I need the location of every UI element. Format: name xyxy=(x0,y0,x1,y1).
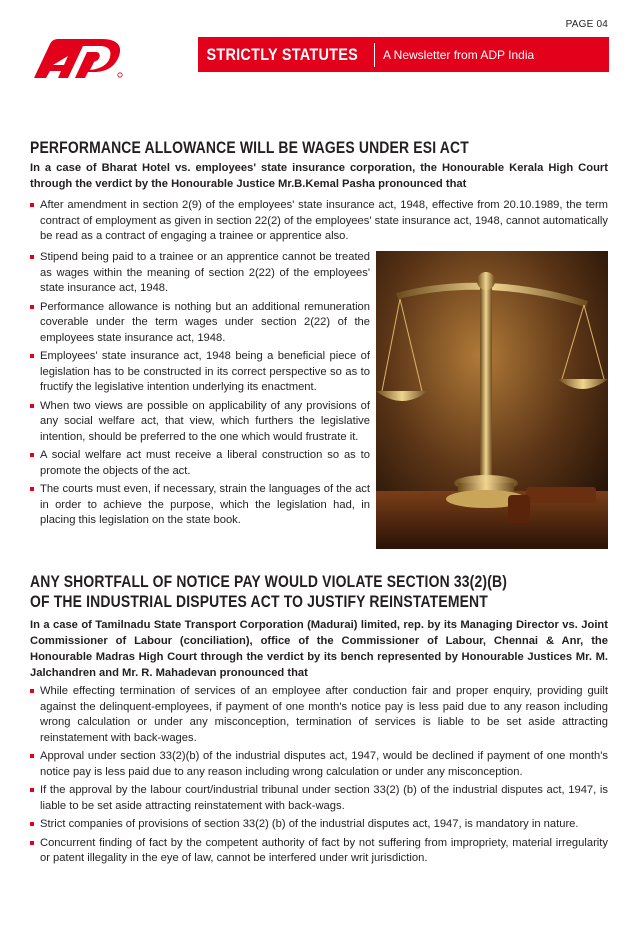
article2-lead: In a case of Tamilnadu State Transport Corporation (Madurai) limited, rep. by its Managing Director vs. Joint Commissioner of Labour (conciliation), office of the Commissioner of Labour, Chennai & Anr, the Honourable Madras High Court through the verdict by its bench represented by Honourable Justices Mr. M. Jalchandren and Mr. R. Mahadevan pronounced that xyxy=(30,619,608,679)
bullet-icon xyxy=(30,841,34,845)
list-item: Strict companies of provisions of section 33(2) (b) of the industrial disputes act, 1947, is mandatory in nature. xyxy=(30,817,608,833)
article2-heading-line1: ANY SHORTFALL OF NOTICE PAY WOULD VIOLATE SECTION 33(2)(B) xyxy=(30,572,508,591)
bullet-icon xyxy=(30,203,34,207)
list-item: Approval under section 33(2)(b) of the industrial disputes act, 1947, would be declined if payment of one month's notice pay is less paid due to any reason including wrong calculation or under any misconception. xyxy=(30,749,608,780)
bullet-icon xyxy=(30,822,34,826)
bullet-icon xyxy=(30,689,34,693)
banner-divider xyxy=(374,43,375,67)
article1-heading: PERFORMANCE ALLOWANCE WILL BE WAGES UNDER ESI ACT xyxy=(30,138,469,157)
scales-of-justice-image xyxy=(376,251,608,549)
bullet-icon xyxy=(30,255,34,259)
bullet-icon xyxy=(30,453,34,457)
list-item: If the approval by the labour court/industrial tribunal under section 33(2) (b) of the industrial disputes act, 1947, is liable to be set aside attracting reinstatement with back-wags. xyxy=(30,783,608,814)
bullet-icon xyxy=(30,788,34,792)
list-item: Performance allowance is nothing but an additional remuneration coverable under the term wages under section 2(22) of the employees state insurance act, 1948. xyxy=(30,300,370,347)
article2-point-list xyxy=(30,684,608,870)
list-item: A social welfare act must receive a liberal construction so as to promote the objects of the act. xyxy=(30,448,370,479)
list-item: When two views are possible on applicability of any provisions of any social welfare act, that view, which furthers the legislative intention, should be preferred to the one which would frustrate it. xyxy=(30,399,370,446)
page-number: PAGE 04 xyxy=(565,19,608,30)
article2-heading-line2: OF THE INDUSTRIAL DISPUTES ACT TO JUSTIFY REINSTATEMENT xyxy=(30,592,488,611)
list-item: Concurrent finding of fact by the competent authority of fact by not suffering from impropriety, material irregularity or patent illegality in the eye of law, cannot be interfered under writ jurisdiction. xyxy=(30,836,608,867)
newsletter-title: STRICTLY STATUTES xyxy=(206,44,359,64)
adp-logo xyxy=(30,34,124,80)
newsletter-banner xyxy=(198,37,609,72)
newsletter-subtitle: A Newsletter from ADP India xyxy=(383,47,535,62)
bullet-icon xyxy=(30,487,34,491)
list-item: The courts must even, if necessary, strain the languages of the act in order to achieve the purpose, which the legislation had, in placing this legislation on the state book. xyxy=(30,482,370,529)
bullet-icon xyxy=(30,354,34,358)
article1-first-point-list xyxy=(30,198,608,248)
list-item: Employees' state insurance act, 1948 being a beneficial piece of legislation has to be constructed in its correct perspective so as to fructify the legislative intention underlying its enactment. xyxy=(30,349,370,396)
bullet-icon xyxy=(30,404,34,408)
list-item: While effecting termination of services of an employee after conduction fair and proper enquiry, providing guilt against the delinquent-employees, if payment of one month's notice pay is less paid due to any reason including wrong calculation or under any misconception, termination of services is liable to be set aside attracting reinstatement with back-wages. xyxy=(30,684,608,746)
article1-lead: In a case of Bharat Hotel vs. employees' state insurance corporation, the Honourable Kerala High Court through the verdict by the Honourable Justice Mr.B.Kemal Pasha pronounced that xyxy=(30,162,608,190)
list-item: After amendment in section 2(9) of the employees' state insurance act, 1948, effective from 20.10.1989, the term contract of employment as given in section 22(2) of the employees' state insurance act, 1948, cannot automatically be read as a contract of engaging a trainee or apprentice also. xyxy=(30,198,608,245)
article1-point-list xyxy=(30,250,370,532)
list-item: Stipend being paid to a trainee or an apprentice cannot be treated as wages within the meaning of section 2(22) of the employees' state insurance act, 1948. xyxy=(30,250,370,297)
bullet-icon xyxy=(30,754,34,758)
bullet-icon xyxy=(30,305,34,309)
